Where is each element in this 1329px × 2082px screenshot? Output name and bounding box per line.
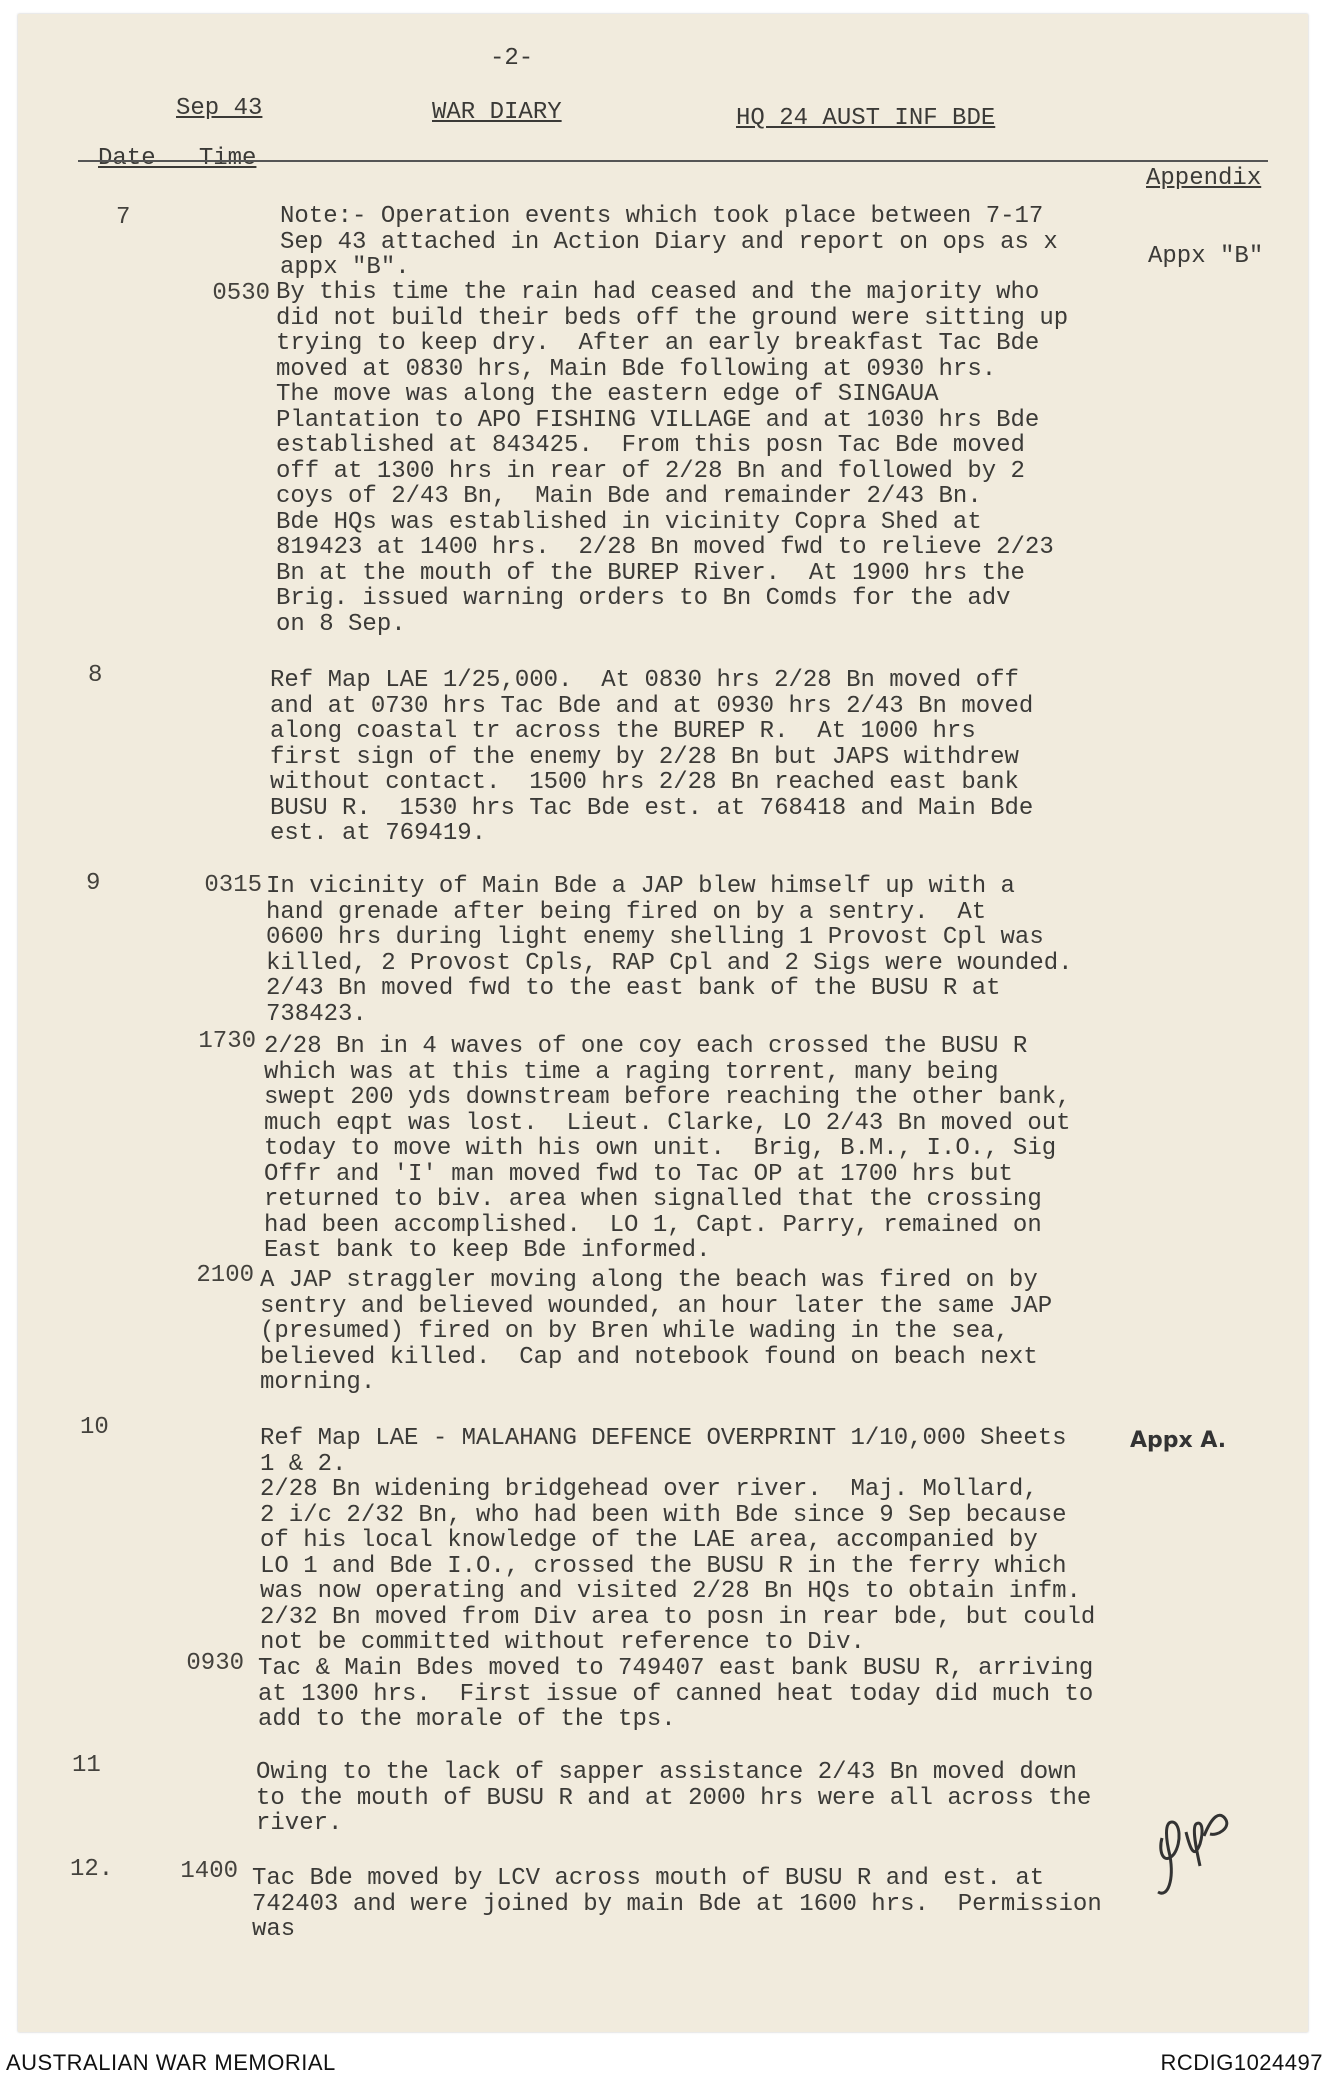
- entry-note: Note:- Operation events which took place between 7-17 Sep 43 attached in Action Diary and report on ops as x appx "B".: [280, 203, 1058, 281]
- entry-text: A JAP straggler moving along the beach was fired on by sentry and believed wounded, an hour later the same JAP (presumed) fired on by Bren while wading in the sea, believed killed. Cap and notebook found on beach next morning.: [260, 1267, 1053, 1396]
- entry-date: 12.: [70, 1856, 114, 1883]
- entry-text: Tac & Main Bdes moved to 749407 east bank BUSU R, arriving at 1300 hrs. First issue of canned heat today did much to add to the morale of the tps.: [258, 1655, 1094, 1733]
- appendix-annotation: Appx A.: [1130, 1428, 1227, 1453]
- entry-time: 1400: [180, 1858, 238, 1885]
- footer-left: AUSTRALIAN WAR MEMORIAL: [6, 2050, 336, 2075]
- entry-text: In vicinity of Main Bde a JAP blew himself up with a hand grenade after being fired on by a sentry. At 0600 hrs during light enemy shelling 1 Provost Cpl was killed, 2 Provost Cpls, RAP Cpl and 2 Sigs were wounded. 2/43 Bn moved fwd to the east bank of the BUSU R at 738423.: [266, 873, 1073, 1028]
- entry-time: 0315: [204, 872, 262, 899]
- entry-date: 9: [86, 870, 101, 897]
- column-appendix: Appendix: [1146, 165, 1262, 192]
- entry-text: Ref Map LAE - MALAHANG DEFENCE OVERPRINT 1/10,000 Sheets 1 & 2. 2/28 Bn widening bridgehead over river. Maj. Mollard, 2 i/c 2/32 Bn, who had been with Bde since 9 Sep because of his local knowledge of the LAE area, accompanied by LO 1 and Bde I.O., crossed the BUSU R in the ferry which was now operating and visited 2/28 Bn HQs to obtain infm. 2/32 Bn moved from Div area to posn in rear bde, but could not be committed without reference to Div.: [260, 1425, 1096, 1656]
- entry-time: 1730: [198, 1028, 256, 1055]
- entry-date: 7: [116, 204, 131, 231]
- entry-text: Tac Bde moved by LCV across mouth of BUSU R and est. at 742403 and were joined by main Bde at 1600 hrs. Permission was: [252, 1865, 1102, 1943]
- entry-text: By this time the rain had ceased and the majority who did not build their beds off the ground were sitting up trying to keep dry. After an early breakfast Tac Bde moved at 0830 hrs, Main Bde following at 0930 hrs. The move was along the eastern edge of SINGAUA Plantation to APO FISHING VILLAGE and at 1030 hrs Bde established at 843425. From this posn Tac Bde moved off at 1300 hrs in rear of 2/28 Bn and followed by 2 coys of 2/43 Bn, Main Bde and remainder 2/43 Bn. Bde HQs was established in vicinity Copra Shed at 819423 at 1400 hrs. 2/28 Bn moved fwd to relieve 2/23 Bn at the mouth of the BUREP River. At 1900 hrs the Brig. issued warning orders to Bn Comds for the adv on 8 Sep.: [276, 279, 1069, 638]
- entry-text: Ref Map LAE 1/25,000. At 0830 hrs 2/28 Bn moved off and at 0730 hrs Tac Bde and at 0930 hrs 2/43 Bn moved along coastal tr across the BUREP R. At 1000 hrs first sign of the enemy by 2/28 Bn but JAPS withdrew without contact. 1500 hrs 2/28 Bn reached east bank BUSU R. 1530 hrs Tac Bde est. at 768418 and Main Bde est. at 769419.: [270, 667, 1034, 847]
- handwritten-initials: [1140, 1796, 1250, 1906]
- entry-time: 0530: [212, 280, 270, 307]
- header-title: WAR DIARY: [432, 99, 562, 126]
- column-date-time: Date Time: [98, 145, 257, 172]
- footer-right: RCDIG1024497: [1160, 2050, 1323, 2075]
- page-number: -2-: [490, 45, 534, 72]
- appendix-reference: Appx "B": [1148, 243, 1264, 270]
- entry-date: 10: [80, 1414, 109, 1441]
- entry-date: 11: [72, 1752, 101, 1779]
- entry-date: 8: [88, 662, 103, 689]
- header-rule: [78, 160, 1268, 162]
- entry-text: 2/28 Bn in 4 waves of one coy each crossed the BUSU R which was at this time a raging torrent, many being swept 200 yds downstream before reaching the other bank, much eqpt was lost. Lieut. Clarke, LO 2/43 Bn moved out today to move with his own unit. Brig, B.M., I.O., Sig Offr and 'I' man moved fwd to Tac OP at 1700 hrs but returned to biv. area when signalled that the crossing had been accomplished. LO 1, Capt. Parry, remained on East bank to keep Bde informed.: [264, 1033, 1071, 1264]
- entry-time: 2100: [196, 1262, 254, 1289]
- header-unit: HQ 24 AUST INF BDE: [736, 105, 996, 132]
- entry-time: 0930: [186, 1650, 244, 1677]
- entry-text: Owing to the lack of sapper assistance 2/43 Bn moved down to the mouth of BUSU R and at 2000 hrs were all across the river.: [256, 1759, 1092, 1837]
- header-month: Sep 43: [176, 95, 263, 122]
